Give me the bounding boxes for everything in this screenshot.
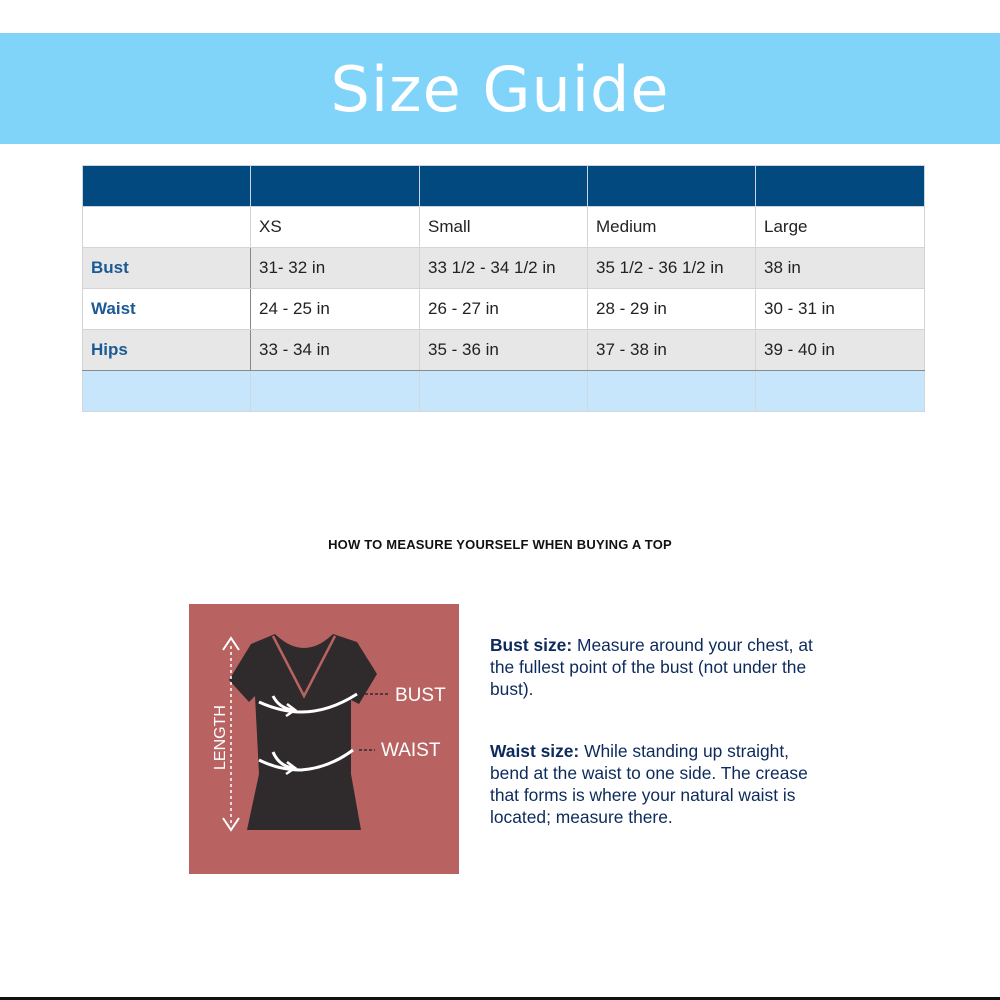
page-title: Size Guide — [330, 53, 670, 126]
table-cell: 31- 32 in — [251, 248, 420, 289]
measurement-diagram — [189, 604, 459, 874]
waist-size-heading: Waist size: — [490, 741, 580, 761]
length-label: LENGTH — [212, 705, 229, 770]
table-cell: 38 in — [756, 248, 925, 289]
column-header: Small — [420, 207, 588, 248]
waist-size-text: While standing up straight, bend at the waist to one side. The crease that forms is where your natural waist is located; measure there. — [490, 741, 808, 827]
size-table — [82, 165, 925, 412]
table-cell: 28 - 29 in — [588, 289, 756, 330]
table-row — [83, 330, 925, 371]
arrow-down-icon — [223, 818, 239, 830]
bust-label: BUST — [395, 685, 446, 706]
bust-size-description — [490, 634, 820, 700]
table-cell: 39 - 40 in — [756, 330, 925, 371]
bust-size-text: Measure around your chest, at the fullest point of the bust (not under the bust). — [490, 635, 813, 699]
table-row — [83, 248, 925, 289]
table-cell: 35 1/2 - 36 1/2 in — [588, 248, 756, 289]
table-cell: 24 - 25 in — [251, 289, 420, 330]
bust-size-heading: Bust size: — [490, 635, 573, 655]
column-header: Large — [756, 207, 925, 248]
table-cell: 26 - 27 in — [420, 289, 588, 330]
shirt-shape-icon — [229, 634, 377, 830]
measure-section-title: HOW TO MEASURE YOURSELF WHEN BUYING A TOP — [328, 537, 672, 552]
row-label: Waist — [83, 289, 251, 330]
shirt-illustration — [189, 604, 459, 874]
row-label: Hips — [83, 330, 251, 371]
table-cell: 33 - 34 in — [251, 330, 420, 371]
size-header-row — [83, 207, 925, 248]
table-header-band — [83, 166, 925, 207]
table-footer-band — [83, 371, 925, 412]
row-label: Bust — [83, 248, 251, 289]
waist-label: WAIST — [381, 740, 441, 761]
title-banner — [0, 33, 1000, 144]
table-cell: 30 - 31 in — [756, 289, 925, 330]
table-row — [83, 289, 925, 330]
column-header — [83, 207, 251, 248]
column-header: Medium — [588, 207, 756, 248]
waist-size-description — [490, 740, 820, 828]
table-cell: 37 - 38 in — [588, 330, 756, 371]
table-cell: 33 1/2 - 34 1/2 in — [420, 248, 588, 289]
column-header: XS — [251, 207, 420, 248]
table-cell: 35 - 36 in — [420, 330, 588, 371]
